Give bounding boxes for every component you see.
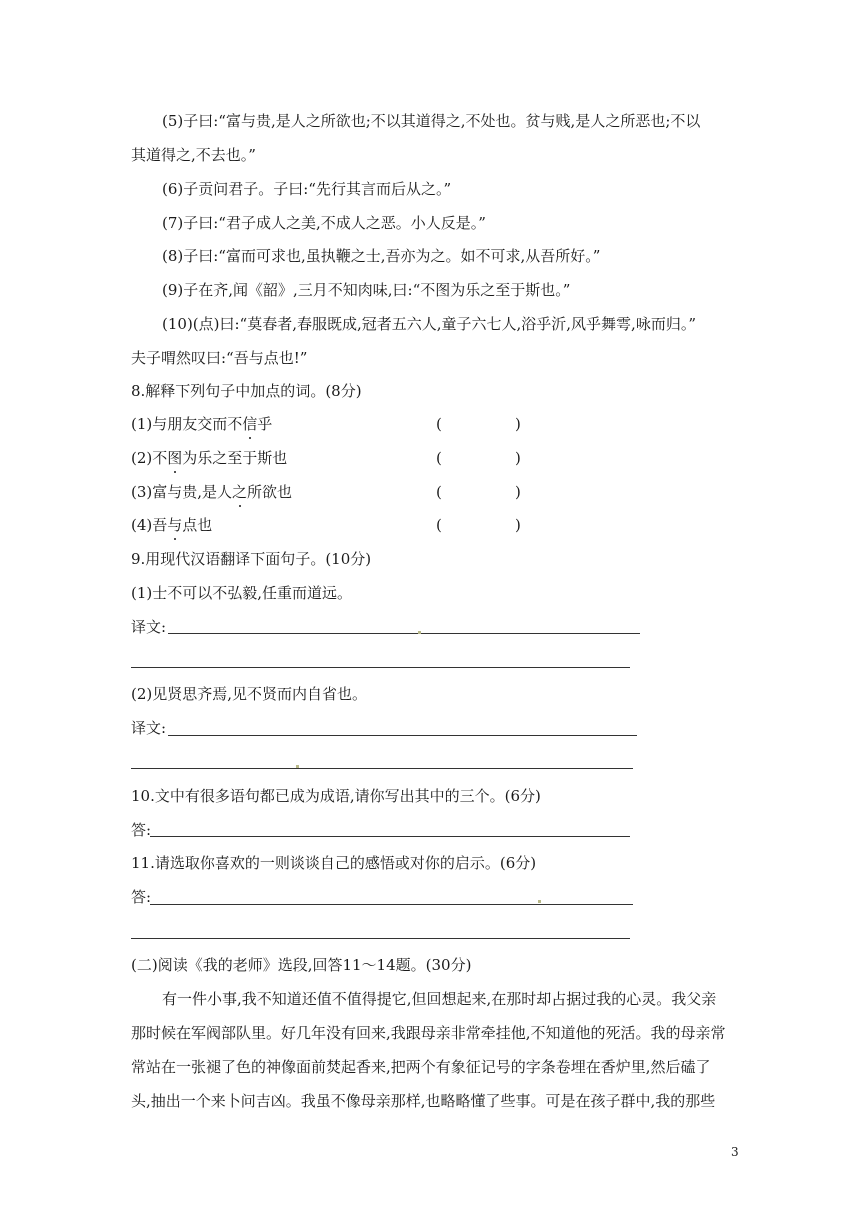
q9-sentence-2: (2)见贤思齐焉,见不贤而内自省也。 xyxy=(131,685,368,703)
quote-10-line-1: (10)(点)曰:“莫春者,春服既成,冠者五六人,童子六七人,浴乎沂,风乎舞雩,咏而归。” xyxy=(162,315,696,333)
q8-item-3: (3)富与贵,是人之所欲也 xyxy=(131,483,293,501)
passage-line-3: 常站在一张褪了色的神像面前焚起香来,把两个有象征记号的字条卷埋在香炉里,然后磕了 xyxy=(131,1058,711,1076)
quote-6: (6)子贡问君子。子曰:“先行其言而后从之。” xyxy=(162,180,452,198)
passage-line-4: 头,抽出一个来卜问吉凶。我虽不像母亲那样,也略略懂了些事。可是在孩子群中,我的那些 xyxy=(131,1092,716,1110)
translation-label: 译文: xyxy=(131,618,167,636)
q9-sentence-1: (1)士不可以不弘毅,任重而道远。 xyxy=(131,584,353,602)
answer-line[interactable] xyxy=(131,667,630,668)
quote-10-line-2: 夫子喟然叹曰:“吾与点也!” xyxy=(131,349,308,367)
answer-line[interactable] xyxy=(131,768,633,769)
quote-7: (7)子曰:“君子成人之美,不成人之恶。小人反是。” xyxy=(162,214,486,232)
question-10-heading: 10.文中有很多语句都已成为成语,请你写出其中的三个。(6分) xyxy=(131,787,541,805)
page-number: 3 xyxy=(731,1145,739,1159)
answer-line[interactable] xyxy=(150,904,633,905)
scan-speck xyxy=(418,631,421,634)
answer-paren-close: ) xyxy=(515,415,521,433)
scan-speck xyxy=(538,900,541,903)
q8-item-2: (2)不图为乐之至于斯也 xyxy=(131,449,288,467)
answer-label: 答: xyxy=(131,821,152,839)
answer-paren-open: ( xyxy=(436,516,442,534)
answer-paren-open: ( xyxy=(436,449,442,467)
translation-label: 译文: xyxy=(131,719,167,737)
emphasis-dot-char: 之 xyxy=(232,483,248,501)
passage-line-1: 有一件小事,我不知道还值不值得提它,但回想起来,在那时却占据过我的心灵。我父亲 xyxy=(162,990,717,1008)
scan-speck xyxy=(296,765,299,768)
answer-label: 答: xyxy=(131,888,152,906)
answer-paren-close: ) xyxy=(515,516,521,534)
question-9-heading: 9.用现代汉语翻译下面句子。(10分) xyxy=(131,550,372,568)
answer-line[interactable] xyxy=(150,836,630,837)
question-11-heading: 11.请选取你喜欢的一则谈谈自己的感悟或对你的启示。(6分) xyxy=(131,854,537,872)
answer-paren-close: ) xyxy=(515,449,521,467)
passage-line-2: 那时候在军阀部队里。好几年没有回来,我跟母亲非常牵挂他,不知道他的死活。我的母亲常 xyxy=(131,1024,726,1042)
emphasis-dot-char: 图 xyxy=(167,449,183,467)
section-2-heading: (二)阅读《我的老师》选段,回答11～14题。(30分) xyxy=(131,956,472,974)
quote-5-line-1: (5)子曰:“富与贵,是人之所欲也;不以其道得之,不处也。贫与贱,是人之所恶也;不以 xyxy=(162,112,701,130)
q8-item-1: (1)与朋友交而不信乎 xyxy=(131,415,273,433)
question-8-heading: 8.解释下列句子中加点的词。(8分) xyxy=(131,382,362,400)
emphasis-dot-char: 信 xyxy=(242,415,258,433)
q8-item-4: (4)吾与点也 xyxy=(131,516,213,534)
answer-paren-close: ) xyxy=(515,483,521,501)
answer-paren-open: ( xyxy=(436,415,442,433)
emphasis-dot-char: 与 xyxy=(167,516,183,534)
quote-5-line-2: 其道得之,不去也。” xyxy=(131,146,256,164)
quote-8: (8)子曰:“富而可求也,虽执鞭之士,吾亦为之。如不可求,从吾所好。” xyxy=(162,247,601,265)
quote-9: (9)子在齐,闻《韶》,三月不知肉味,曰:“不图为乐之至于斯也。” xyxy=(162,281,571,299)
answer-line[interactable] xyxy=(168,633,640,634)
answer-line[interactable] xyxy=(168,735,637,736)
answer-line[interactable] xyxy=(131,938,630,939)
answer-paren-open: ( xyxy=(436,483,442,501)
